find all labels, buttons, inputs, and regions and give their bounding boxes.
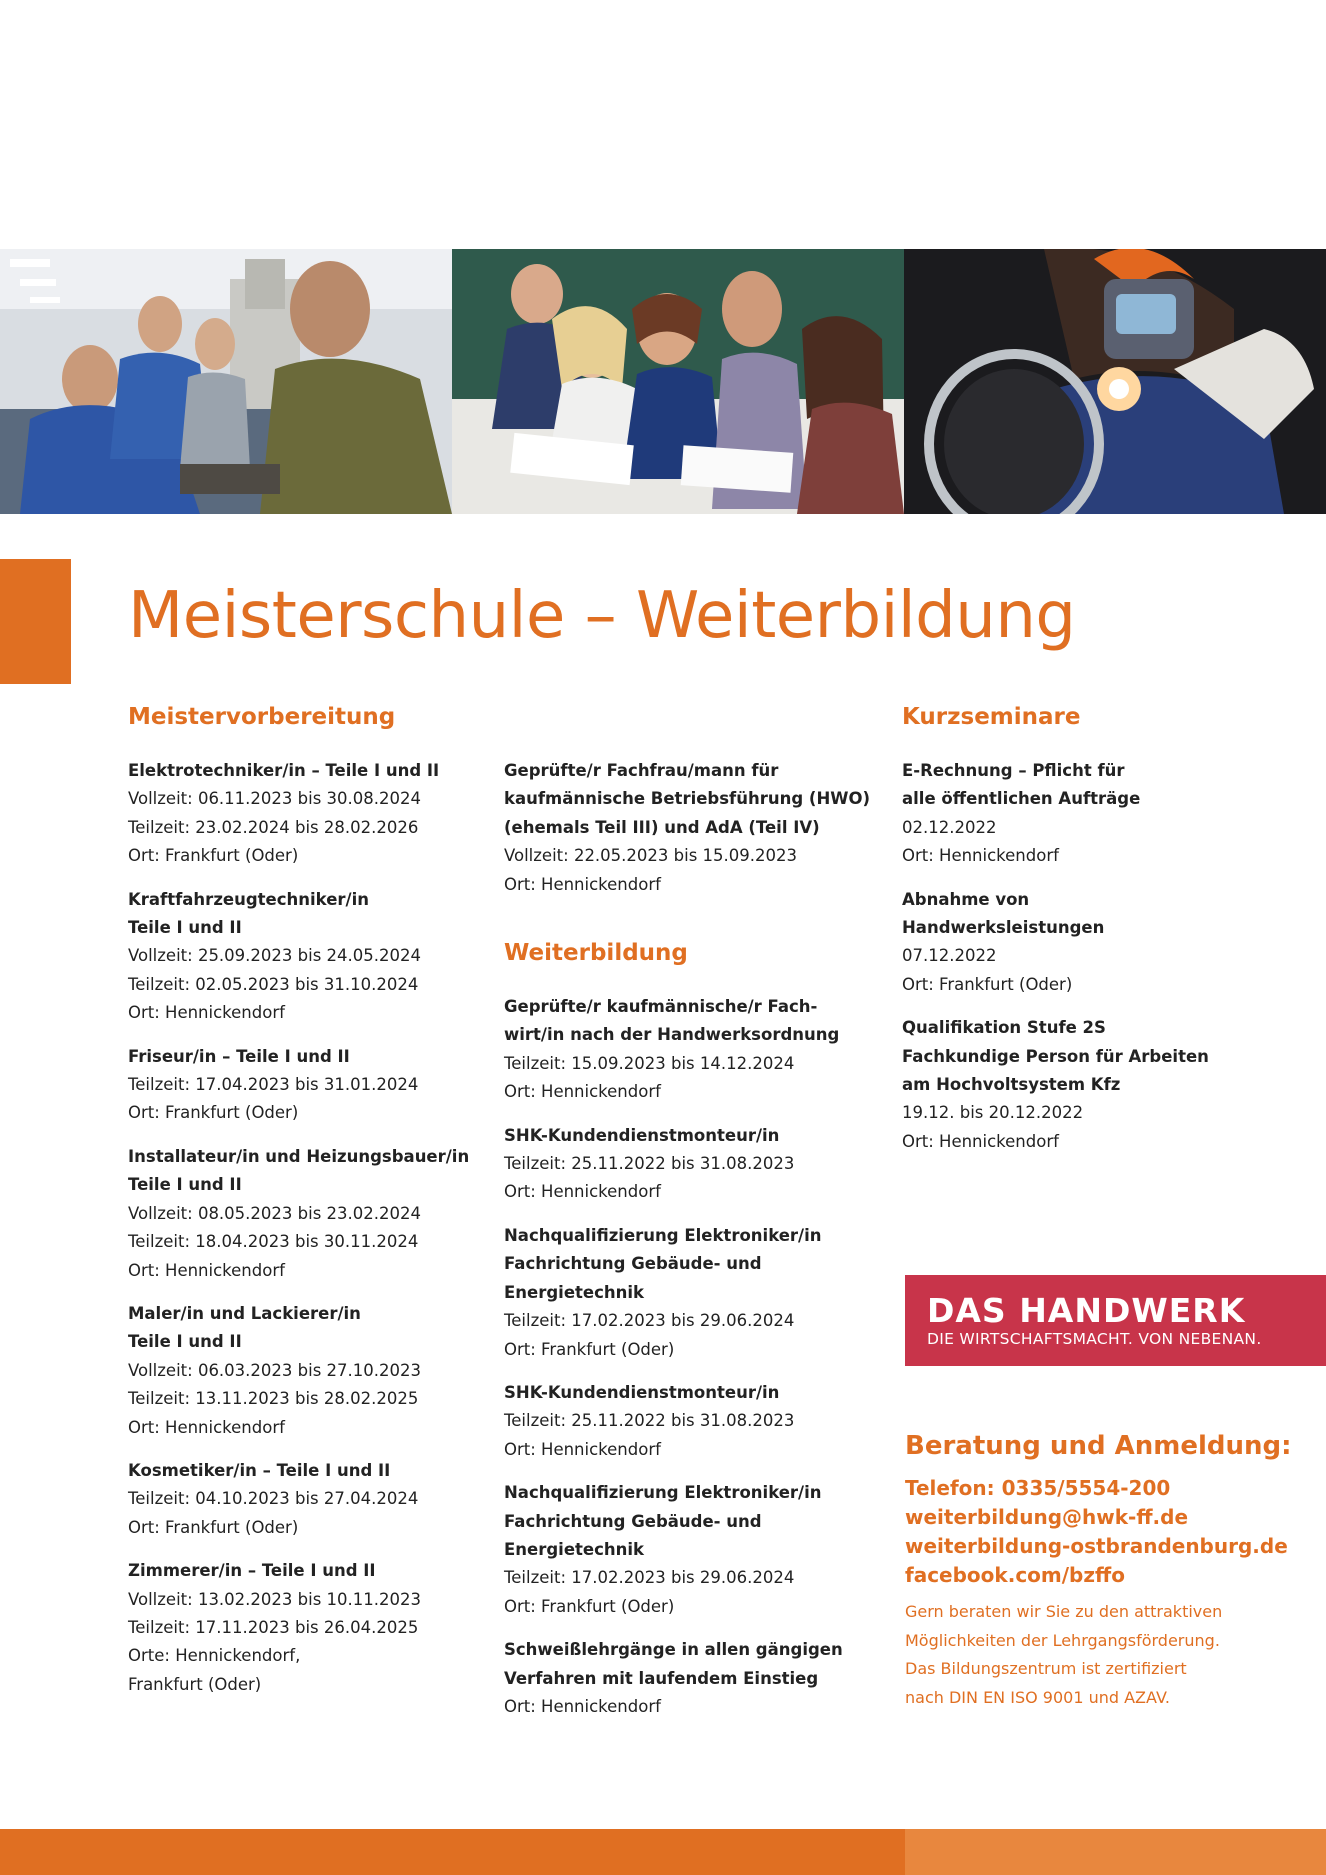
- page-title: Meisterschule – Weiterbildung: [128, 579, 1076, 653]
- course-line: Ort: Frankfurt (Oder): [128, 1517, 299, 1537]
- course-maler: [128, 1300, 473, 1442]
- photo-strip: [0, 249, 1326, 514]
- course-title: Teile I und II: [128, 918, 242, 938]
- kurzseminare-column: [902, 700, 1312, 1171]
- course-line: Teilzeit: 15.09.2023 bis 14.12.2024: [504, 1053, 795, 1073]
- phone-number[interactable]: Telefon: 0335/5554-200: [905, 1476, 1171, 1500]
- course-line: Teilzeit: 13.11.2023 bis 28.02.2025: [128, 1389, 419, 1409]
- classroom-photo: [452, 249, 904, 514]
- course-line: Teilzeit: 17.02.2023 bis 29.06.2024: [504, 1311, 795, 1331]
- course-title: Geprüfte/r kaufmännische/r Fach-: [504, 997, 818, 1017]
- course-title: Maler/in und Lackierer/in: [128, 1303, 361, 1323]
- course-abnahme: [902, 886, 1312, 1000]
- email-link[interactable]: weiterbildung@hwk-ff.de: [905, 1505, 1189, 1529]
- course-title: Teile I und II: [128, 1332, 242, 1352]
- course-title: Abnahme von: [902, 889, 1030, 909]
- course-line: Ort: Hennickendorf: [128, 1003, 285, 1023]
- course-line: Ort: Hennickendorf: [504, 874, 661, 894]
- course-zimmerer: [128, 1557, 473, 1699]
- course-line: Teilzeit: 02.05.2023 bis 31.10.2024: [128, 974, 419, 994]
- course-line: Ort: Hennickendorf: [504, 1439, 661, 1459]
- course-kosmetiker: [128, 1457, 473, 1542]
- bottom-bar-light: [905, 1829, 1326, 1875]
- meistervorbereitung-heading: Meistervorbereitung: [128, 704, 396, 730]
- course-title: Schweißlehrgänge in allen gängigen: [504, 1640, 843, 1660]
- course-title: Kraftfahrzeugtechniker/in: [128, 889, 369, 909]
- kurzseminare-heading: Kurzseminare: [902, 704, 1081, 730]
- course-title: Teile I und II: [128, 1175, 242, 1195]
- course-title: Fachrichtung Gebäude- und: [504, 1511, 762, 1531]
- weiterbildung-heading: Weiterbildung: [504, 940, 688, 967]
- accent-block: [0, 559, 71, 684]
- course-title: Qualifikation Stufe 2S: [902, 1018, 1106, 1038]
- das-handwerk-logo: [905, 1275, 1326, 1366]
- note-line: Gern beraten wir Sie zu den attraktiven: [905, 1602, 1223, 1621]
- course-line: 07.12.2022: [902, 946, 997, 966]
- contact-note: [905, 1598, 1320, 1712]
- course-title: wirt/in nach der Handwerksordnung: [504, 1025, 840, 1045]
- course-e-rechnung: [902, 757, 1312, 871]
- course-title: Friseur/in – Teile I und II: [128, 1046, 350, 1066]
- course-title: Fachrichtung Gebäude- und: [504, 1254, 762, 1274]
- course-line: Ort: Hennickendorf: [128, 1260, 285, 1280]
- course-title: E-Rechnung – Pflicht für: [902, 761, 1125, 780]
- course-line: Ort: Hennickendorf: [504, 1182, 661, 1202]
- course-line: Teilzeit: 25.11.2022 bis 31.08.2023: [504, 1411, 795, 1431]
- facebook-link[interactable]: facebook.com/bzffo: [905, 1563, 1125, 1587]
- course-friseur: [128, 1043, 473, 1128]
- course-line: Vollzeit: 25.09.2023 bis 24.05.2024: [128, 946, 422, 966]
- contact-section: [905, 1428, 1320, 1712]
- course-line: Teilzeit: 17.02.2023 bis 29.06.2024: [504, 1568, 795, 1588]
- course-installateur: [128, 1143, 473, 1285]
- course-line: Ort: Frankfurt (Oder): [128, 1103, 299, 1123]
- course-elektroniker-1: [504, 1222, 874, 1364]
- handwerk-logo-text: DAS HANDWERK: [927, 1290, 1246, 1330]
- note-line: Möglichkeiten der Lehrgangsförderung.: [905, 1630, 1220, 1650]
- course-shk-1: [504, 1122, 874, 1207]
- course-title: alle öffentlichen Aufträge: [902, 789, 1141, 809]
- course-fachwirt: [504, 993, 874, 1107]
- course-title: Verfahren mit laufendem Einstieg: [504, 1668, 819, 1688]
- course-fachfrau-mann: [504, 757, 874, 899]
- website-link[interactable]: weiterbildung-ostbrandenburg.de: [905, 1534, 1288, 1558]
- course-line: Vollzeit: 06.03.2023 bis 27.10.2023: [128, 1360, 422, 1380]
- course-kfz: [128, 886, 473, 1028]
- course-elektrotechniker: [128, 757, 473, 871]
- course-title: Nachqualifizierung Elektroniker/in: [504, 1225, 822, 1245]
- course-line: Ort: Hennickendorf: [128, 1417, 285, 1437]
- course-title: (ehemals Teil III) und AdA (Teil IV): [504, 817, 820, 837]
- course-line: Ort: Hennickendorf: [504, 1082, 661, 1102]
- course-line: 02.12.2022: [902, 817, 997, 837]
- course-line: Teilzeit: 17.04.2023 bis 31.01.2024: [128, 1075, 419, 1095]
- course-line: Vollzeit: 22.05.2023 bis 15.09.2023: [504, 846, 798, 866]
- note-line: Das Bildungszentrum ist zertifiziert: [905, 1659, 1187, 1678]
- course-line: 19.12. bis 20.12.2022: [902, 1103, 1084, 1123]
- bottom-bar: [0, 1829, 905, 1875]
- course-line: Teilzeit: 23.02.2024 bis 28.02.2026: [128, 817, 419, 837]
- course-line: Ort: Frankfurt (Oder): [128, 846, 299, 866]
- course-hochvolt: [902, 1014, 1312, 1156]
- course-elektroniker-2: [504, 1479, 874, 1621]
- course-title: Kosmetiker/in – Teile I und II: [128, 1460, 391, 1480]
- welding-photo: [904, 249, 1326, 514]
- course-schweiss: [504, 1636, 874, 1721]
- course-title: kaufmännische Betriebsführung (HWO): [504, 789, 871, 809]
- course-title: Zimmerer/in – Teile I und II: [128, 1561, 376, 1581]
- course-line: Orte: Hennickendorf,: [128, 1646, 301, 1666]
- course-line: Vollzeit: 13.02.2023 bis 10.11.2023: [128, 1589, 422, 1609]
- course-title: SHK-Kundendienstmonteur/in: [504, 1125, 780, 1145]
- course-title: SHK-Kundendienstmonteur/in: [504, 1382, 780, 1402]
- meistervorbereitung-column: [128, 700, 473, 1714]
- course-line: Vollzeit: 06.11.2023 bis 30.08.2024: [128, 789, 422, 809]
- course-line: Teilzeit: 04.10.2023 bis 27.04.2024: [128, 1489, 419, 1509]
- course-line: Frankfurt (Oder): [128, 1674, 262, 1694]
- course-line: Ort: Hennickendorf: [504, 1696, 661, 1716]
- middle-column: [504, 700, 874, 1736]
- course-title: Energietechnik: [504, 1282, 644, 1302]
- course-title: Energietechnik: [504, 1539, 644, 1559]
- course-line: Ort: Frankfurt (Oder): [902, 974, 1073, 994]
- course-line: Ort: Hennickendorf: [902, 1131, 1059, 1151]
- handwerk-logo-slogan: DIE WIRTSCHAFTSMACHT. VON NEBENAN.: [927, 1329, 1262, 1348]
- course-line: Ort: Frankfurt (Oder): [504, 1596, 675, 1616]
- course-title: am Hochvoltsystem Kfz: [902, 1075, 1121, 1095]
- course-title: Elektrotechniker/in – Teile I und II: [128, 761, 440, 780]
- course-title: Geprüfte/r Fachfrau/mann für: [504, 761, 779, 780]
- contact-heading: Beratung und Anmeldung:: [905, 1431, 1292, 1461]
- note-line: nach DIN EN ISO 9001 und AZAV.: [905, 1687, 1170, 1707]
- course-title: Nachqualifizierung Elektroniker/in: [504, 1483, 822, 1503]
- course-title: Fachkundige Person für Arbeiten: [902, 1046, 1209, 1066]
- course-line: Teilzeit: 18.04.2023 bis 30.11.2024: [128, 1232, 419, 1252]
- workshop-photo: [0, 249, 452, 514]
- course-line: Ort: Hennickendorf: [902, 846, 1059, 866]
- course-title: Installateur/in und Heizungsbauer/in: [128, 1146, 470, 1166]
- course-line: Vollzeit: 08.05.2023 bis 23.02.2024: [128, 1203, 422, 1223]
- course-line: Ort: Frankfurt (Oder): [504, 1339, 675, 1359]
- course-line: Teilzeit: 25.11.2022 bis 31.08.2023: [504, 1154, 795, 1174]
- course-shk-2: [504, 1379, 874, 1464]
- course-line: Teilzeit: 17.11.2023 bis 26.04.2025: [128, 1617, 419, 1637]
- course-title: Handwerksleistungen: [902, 918, 1105, 938]
